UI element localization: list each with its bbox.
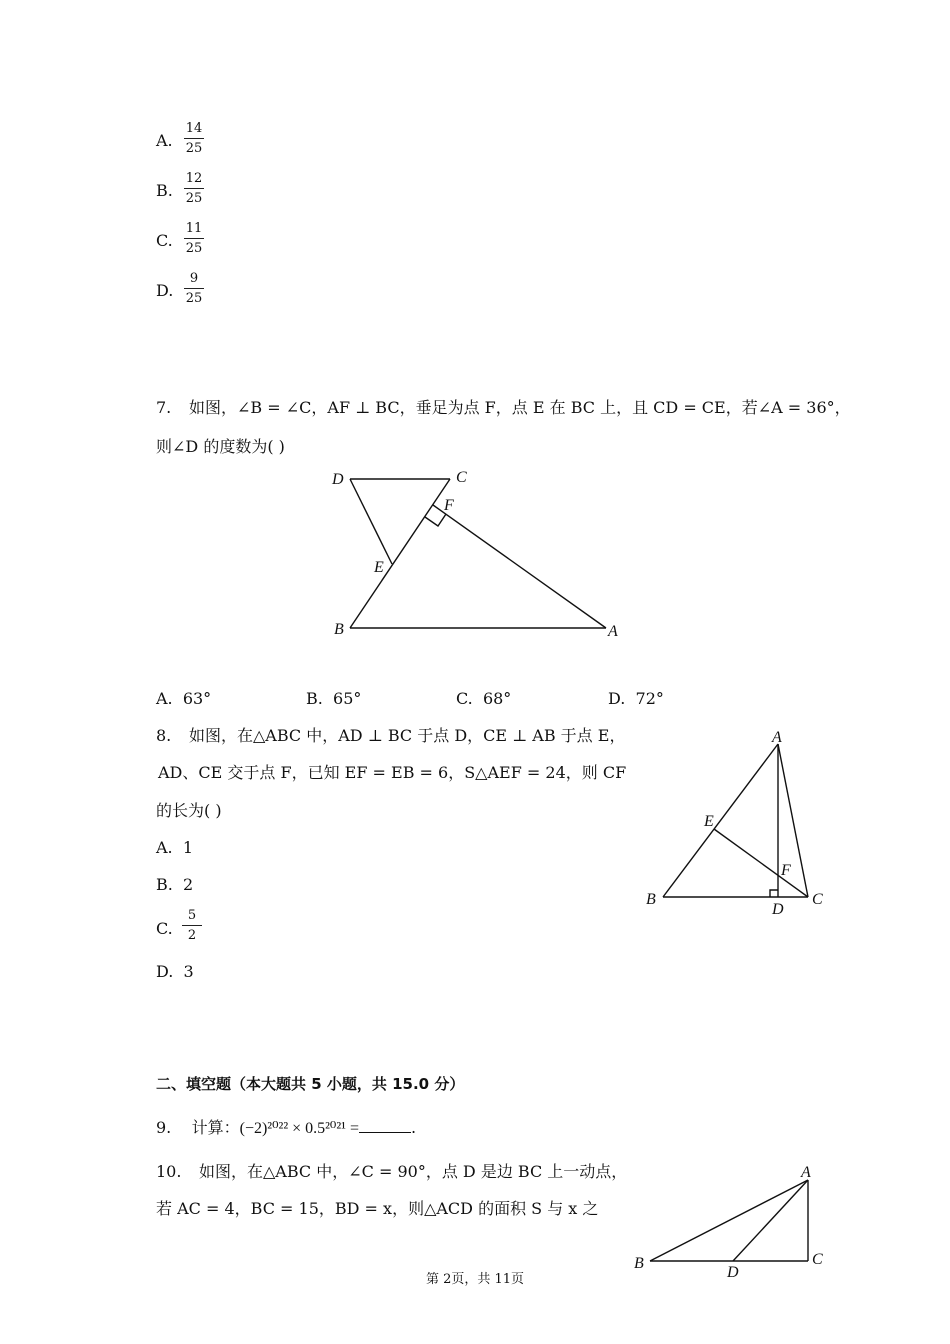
q7-stem-line1: 如图，∠B = ∠C，AF ⊥ BC，垂足为点 F，点 E 在 BC 上，且 CD = CE，若∠A = 36°， <box>189 398 851 417</box>
q8-option-c: C. <box>156 919 173 938</box>
q9-number: 9. <box>156 1118 172 1137</box>
q9-answer-blank <box>359 1118 411 1133</box>
q8-stem-line2: AD、CE 交于点 F，已知 EF = EB = 6，S△AEF = 24，则 CF <box>158 763 627 782</box>
q8-label-e: E <box>704 813 714 830</box>
q8-option-b: B. 2 <box>156 875 194 894</box>
q8-stem-line3: 的长为( ) <box>156 801 222 820</box>
q7-label-a: A <box>608 623 618 640</box>
q10-stem-line2: 若 AC = 4，BC = 15，BD = x，则△ACD 的面积 S 与 x 之 <box>156 1199 599 1218</box>
page-footer: 第 2页，共 11页 <box>425 1272 525 1287</box>
q8-number: 8. <box>156 726 172 745</box>
q7-stem-line2: 则∠D 的度数为( ) <box>156 437 285 456</box>
q7-option-a: A. 63° <box>156 689 212 708</box>
q7-option-c: C. 68° <box>456 689 512 708</box>
q8-option-c-fraction: 5 2 <box>181 909 203 943</box>
q10-number: 10. <box>156 1162 182 1181</box>
q8-option-d: D. 3 <box>156 962 194 981</box>
q6-option-d: D. <box>156 281 174 300</box>
q10-label-a: A <box>801 1164 811 1181</box>
q10-label-b: B <box>634 1255 644 1272</box>
q8-label-b: B <box>646 891 656 908</box>
q8-stem-line1: 如图，在△ABC 中，AD ⊥ BC 于点 D，CE ⊥ AB 于点 E， <box>189 726 626 745</box>
q9-expression: (−2)²⁰²² × 0.5²⁰²¹ = <box>239 1120 359 1137</box>
q8-label-c: C <box>812 891 823 908</box>
q9-prefix: 计算： <box>191 1118 240 1137</box>
q7-figure <box>320 460 630 645</box>
q7-label-c: C <box>456 469 467 486</box>
q8-figure <box>636 722 836 918</box>
q7-label-b: B <box>334 621 344 638</box>
q8-label-a: A <box>772 729 782 746</box>
q6-option-a: A. <box>156 131 173 150</box>
q10-label-c: C <box>812 1251 823 1268</box>
q7-number: 7. <box>156 398 172 417</box>
q8-option-a: A. 1 <box>156 838 193 857</box>
q10-stem-line1: 如图，在△ABC 中，∠C = 90°，点 D 是边 BC 上一动点， <box>199 1162 628 1181</box>
q8-label-d: D <box>772 901 784 918</box>
q7-option-b: B. 65° <box>306 689 362 708</box>
q8-label-f: F <box>781 862 791 879</box>
q7-label-e: E <box>374 559 384 576</box>
q9-suffix: . <box>410 1118 417 1137</box>
q6-option-c: C. <box>156 231 173 250</box>
q10-label-d: D <box>727 1264 739 1281</box>
q10-figure <box>630 1160 830 1282</box>
section2-title: 二、填空题（本大题共 5 小题，共 15.0 分） <box>156 1075 465 1093</box>
q7-label-f: F <box>444 497 454 514</box>
q6-option-b: B. <box>156 181 173 200</box>
q6-option-d-fraction: 9 25 <box>185 271 203 306</box>
q6-option-b-fraction: 12 25 <box>185 171 203 206</box>
q6-option-a-fraction: 14 25 <box>185 121 203 156</box>
q9-line <box>156 1118 416 1139</box>
q6-option-c-fraction: 11 25 <box>185 221 203 256</box>
q7-label-d: D <box>332 471 344 488</box>
q7-option-d: D. 72° <box>608 689 664 708</box>
